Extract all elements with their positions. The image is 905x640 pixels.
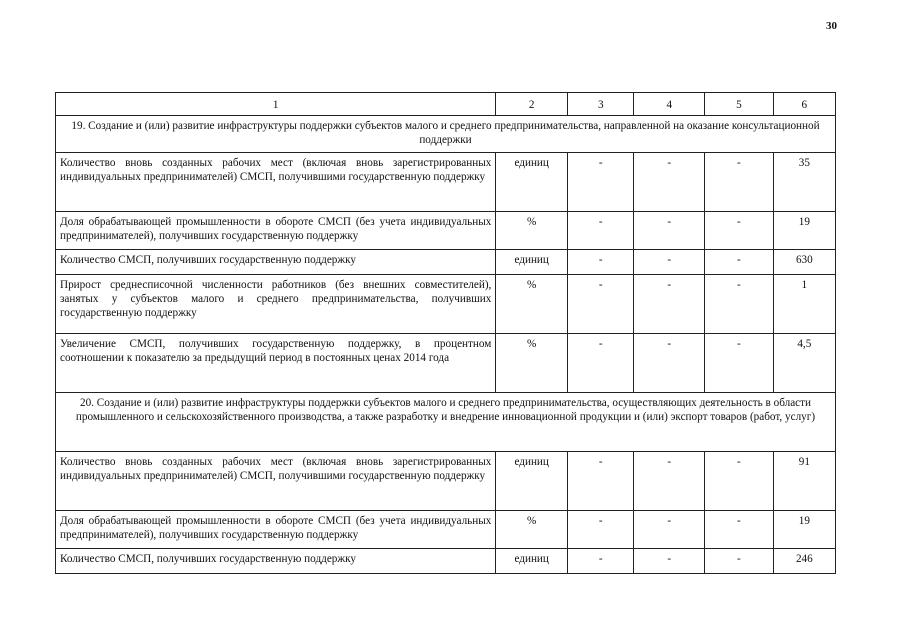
value-cell: - bbox=[568, 549, 634, 574]
table-row bbox=[56, 511, 836, 549]
target-value-cell: 630 bbox=[773, 250, 835, 275]
section-title: 19. Создание и (или) развитие инфраструктуры поддержки субъектов малого и среднего предпринимательства, направленной на оказание консультационной поддержки bbox=[56, 116, 836, 153]
value-cell: - bbox=[634, 275, 705, 334]
table-row bbox=[56, 334, 836, 393]
value-cell: - bbox=[705, 334, 774, 393]
indicator-cell: Доля обрабатывающей промышленности в обороте СМСП (без учета индивидуальных предпринимателей), получивших государственную поддержку bbox=[56, 212, 496, 250]
table-row bbox=[56, 275, 836, 334]
unit-cell: единиц bbox=[496, 452, 568, 511]
value-cell: - bbox=[705, 452, 774, 511]
indicators-table bbox=[55, 92, 836, 574]
table-row bbox=[56, 153, 836, 212]
value-cell: - bbox=[568, 452, 634, 511]
table-row bbox=[56, 452, 836, 511]
value-cell: - bbox=[568, 275, 634, 334]
indicator-cell: Количество вновь созданных рабочих мест (включая вновь зарегистрированных индивидуальных предпринимателей) СМСП, получившими государственную поддержку bbox=[56, 153, 496, 212]
value-cell: - bbox=[705, 275, 774, 334]
target-value-cell: 1 bbox=[773, 275, 835, 334]
value-cell: - bbox=[634, 212, 705, 250]
value-cell: - bbox=[705, 250, 774, 275]
value-cell: - bbox=[568, 250, 634, 275]
column-header: 4 bbox=[634, 93, 705, 116]
indicator-cell: Количество СМСП, получивших государственную поддержку bbox=[56, 250, 496, 275]
target-value-cell: 19 bbox=[773, 212, 835, 250]
unit-cell: единиц bbox=[496, 153, 568, 212]
page-number: 30 bbox=[826, 20, 837, 32]
table-row bbox=[56, 549, 836, 574]
column-header: 5 bbox=[705, 93, 774, 116]
value-cell: - bbox=[634, 511, 705, 549]
column-header: 2 bbox=[496, 93, 568, 116]
value-cell: - bbox=[634, 452, 705, 511]
value-cell: - bbox=[705, 212, 774, 250]
indicator-cell: Количество вновь созданных рабочих мест (включая вновь зарегистрированных индивидуальных предпринимателей) СМСП, получившими государственную поддержку bbox=[56, 452, 496, 511]
indicator-cell: Доля обрабатывающей промышленности в обороте СМСП (без учета индивидуальных предпринимателей), получивших государственную поддержку bbox=[56, 511, 496, 549]
column-header: 6 bbox=[773, 93, 835, 116]
value-cell: - bbox=[568, 212, 634, 250]
unit-cell: % bbox=[496, 212, 568, 250]
section-header-row bbox=[56, 116, 836, 153]
target-value-cell: 91 bbox=[773, 452, 835, 511]
indicator-cell: Увеличение СМСП, получивших государственную поддержку, в процентном соотношении к показателю за предыдущий период в постоянных ценах 2014 года bbox=[56, 334, 496, 393]
table-row bbox=[56, 212, 836, 250]
target-value-cell: 35 bbox=[773, 153, 835, 212]
unit-cell: % bbox=[496, 334, 568, 393]
value-cell: - bbox=[634, 153, 705, 212]
value-cell: - bbox=[634, 334, 705, 393]
section-header-row bbox=[56, 393, 836, 452]
unit-cell: единиц bbox=[496, 549, 568, 574]
value-cell: - bbox=[705, 511, 774, 549]
indicator-cell: Прирост среднесписочной численности работников (без внешних совместителей), занятых у субъектов малого и среднего предпринимательства, получивших государственную поддержку bbox=[56, 275, 496, 334]
column-header: 1 bbox=[56, 93, 496, 116]
indicator-cell: Количество СМСП, получивших государственную поддержку bbox=[56, 549, 496, 574]
value-cell: - bbox=[568, 153, 634, 212]
value-cell: - bbox=[568, 511, 634, 549]
column-header: 3 bbox=[568, 93, 634, 116]
value-cell: - bbox=[705, 153, 774, 212]
value-cell: - bbox=[634, 549, 705, 574]
section-title: 20. Создание и (или) развитие инфраструктуры поддержки субъектов малого и среднего предпринимательства, осуществляющих деятельность в области промышленного и сельскохозяйственного производства, а также разработку и внедрение инновационной продукции и (или) экспорт товаров (работ, услуг) bbox=[56, 393, 836, 452]
column-number-row bbox=[56, 93, 836, 116]
target-value-cell: 19 bbox=[773, 511, 835, 549]
unit-cell: % bbox=[496, 511, 568, 549]
unit-cell: единиц bbox=[496, 250, 568, 275]
value-cell: - bbox=[568, 334, 634, 393]
value-cell: - bbox=[705, 549, 774, 574]
table-row bbox=[56, 250, 836, 275]
target-value-cell: 246 bbox=[773, 549, 835, 574]
unit-cell: % bbox=[496, 275, 568, 334]
target-value-cell: 4,5 bbox=[773, 334, 835, 393]
value-cell: - bbox=[634, 250, 705, 275]
